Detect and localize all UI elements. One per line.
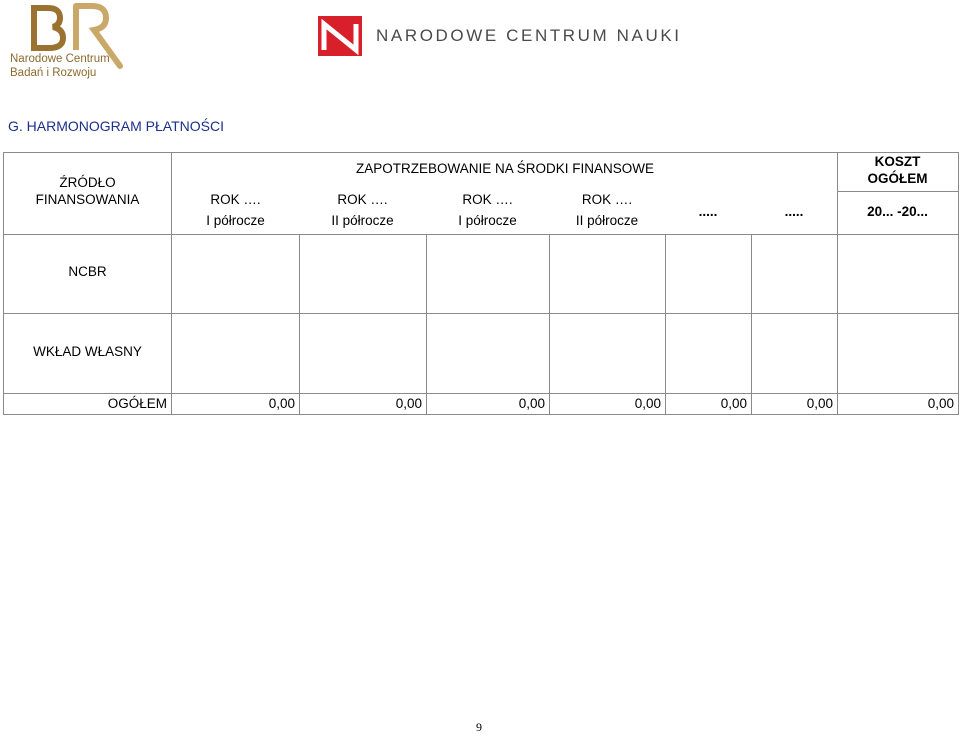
period-2-half: II półrocze [331,213,394,228]
period-3-half: I półrocze [458,213,517,228]
source-header: ŹRÓDŁO FINANSOWANIA [35,175,140,207]
total-value-2: 0,00 [395,396,422,411]
period-4-year: ROK …. [581,192,633,207]
total-row-label: OGÓŁEM [107,396,167,411]
page-number: 9 [476,720,482,734]
ncn-logo-text: NARODOWE CENTRUM NAUKI [376,26,682,45]
total-value-1: 0,00 [268,396,295,411]
total-value-3: 0,00 [518,396,545,411]
ncbr-logo-line1: Narodowe Centrum [10,53,110,65]
total-value-6: 0,00 [806,396,833,411]
period-1-year: ROK …. [210,192,261,207]
total-value-5: 0,00 [720,396,747,411]
total-cost-header: KOSZT OGÓŁEM [867,154,928,186]
total-value-4: 0,00 [634,396,661,411]
demand-header: ZAPOTRZEBOWANIE NA ŚRODKI FINANSOWE [355,161,655,176]
extra-col-2: ..... [784,204,804,219]
period-4-half: II półrocze [575,213,639,228]
ncbr-logo-line2: Badań i Rozwoju [10,67,97,79]
section-title: G. HARMONOGRAM PŁATNOŚCI [8,118,224,134]
row-label-ncbr: NCBR [68,264,107,279]
total-cost-range: 20... -20... [867,204,928,219]
row-label-own-contribution: WKŁAD WŁASNY [33,344,142,359]
period-1-half: I półrocze [206,213,265,228]
extra-col-1: ..... [698,204,718,219]
period-2-year: ROK …. [337,192,388,207]
period-3-year: ROK …. [462,192,513,207]
total-value-7: 0,00 [927,396,954,411]
